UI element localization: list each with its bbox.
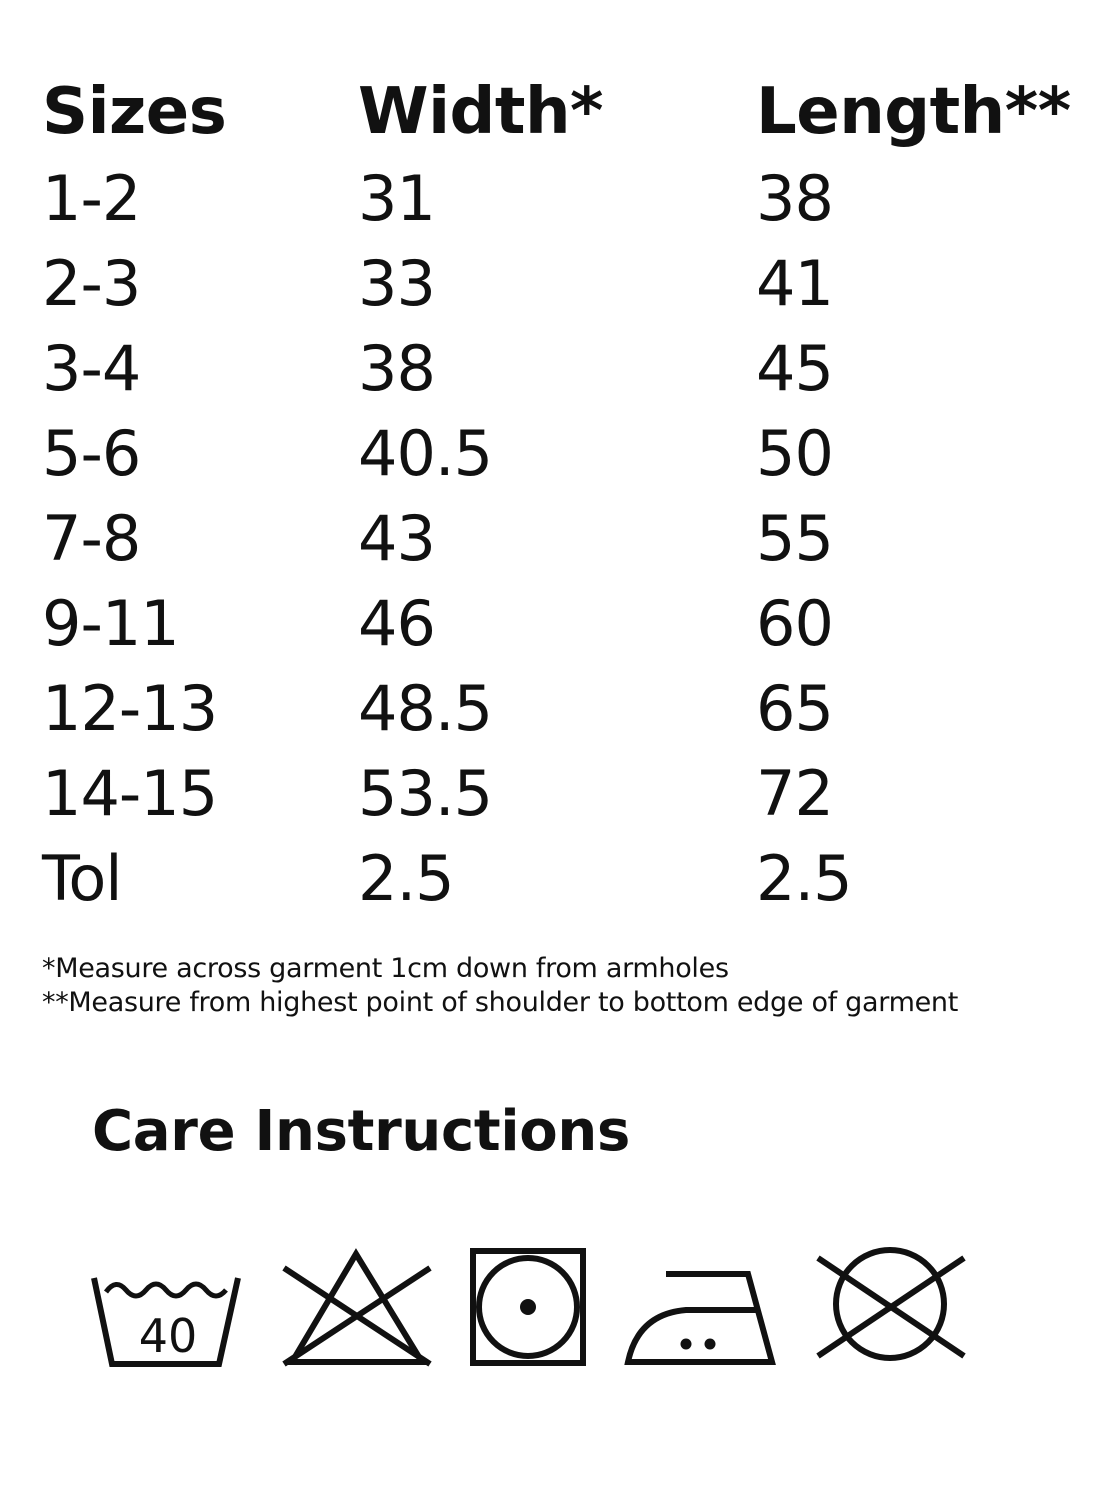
- length-header: Length**: [756, 75, 1071, 149]
- size-cell: Tol: [42, 842, 122, 915]
- width-cell: 53.5: [358, 757, 493, 830]
- size-cell: 12-13: [42, 672, 218, 745]
- size-cell: 5-6: [42, 417, 141, 490]
- width-cell: 33: [358, 247, 435, 320]
- tolerance-row: [42, 836, 1112, 921]
- do-not-bleach-icon: [280, 1244, 436, 1374]
- width-footnote: *Measure across garment 1cm down from armholes: [42, 953, 729, 984]
- table-row: [42, 496, 1112, 581]
- width-cell: 2.5: [358, 842, 454, 915]
- width-cell: 31: [358, 162, 435, 235]
- length-cell: 50: [756, 417, 833, 490]
- size-chart-table: [42, 70, 1112, 921]
- size-cell: 3-4: [42, 332, 141, 405]
- table-row: [42, 581, 1112, 666]
- wash-temperature-label: 40: [138, 1309, 198, 1363]
- length-cell: 65: [756, 672, 833, 745]
- width-header: Width*: [358, 75, 603, 149]
- table-row: [42, 411, 1112, 496]
- do-not-dry-clean-icon: [814, 1244, 970, 1374]
- table-row: [42, 241, 1112, 326]
- size-chart-header-row: [42, 70, 1112, 156]
- iron-medium-icon: [624, 1244, 780, 1374]
- length-cell: 45: [756, 332, 833, 405]
- length-cell: 38: [756, 162, 833, 235]
- length-cell: 41: [756, 247, 833, 320]
- table-row: [42, 156, 1112, 241]
- care-instructions-title: Care Instructions: [92, 1099, 631, 1164]
- width-cell: 43: [358, 502, 435, 575]
- length-cell: 55: [756, 502, 833, 575]
- size-cell: 1-2: [42, 162, 141, 235]
- length-cell: 2.5: [756, 842, 852, 915]
- tumble-dry-low-icon: [468, 1244, 588, 1374]
- wash-40-icon: [84, 1244, 244, 1374]
- care-icons-row: [84, 1244, 984, 1374]
- width-cell: 40.5: [358, 417, 493, 490]
- width-cell: 48.5: [358, 672, 493, 745]
- length-cell: 60: [756, 587, 833, 660]
- table-row: [42, 751, 1112, 836]
- length-footnote: **Measure from highest point of shoulder to bottom edge of garment: [42, 987, 958, 1018]
- sizes-header: Sizes: [42, 75, 227, 149]
- size-cell: 9-11: [42, 587, 179, 660]
- table-row: [42, 326, 1112, 411]
- size-cell: 2-3: [42, 247, 141, 320]
- length-cell: 72: [756, 757, 833, 830]
- measurement-notes: [42, 952, 1112, 1020]
- width-cell: 46: [358, 587, 435, 660]
- table-row: [42, 666, 1112, 751]
- size-cell: 14-15: [42, 757, 218, 830]
- width-cell: 38: [358, 332, 435, 405]
- size-cell: 7-8: [42, 502, 141, 575]
